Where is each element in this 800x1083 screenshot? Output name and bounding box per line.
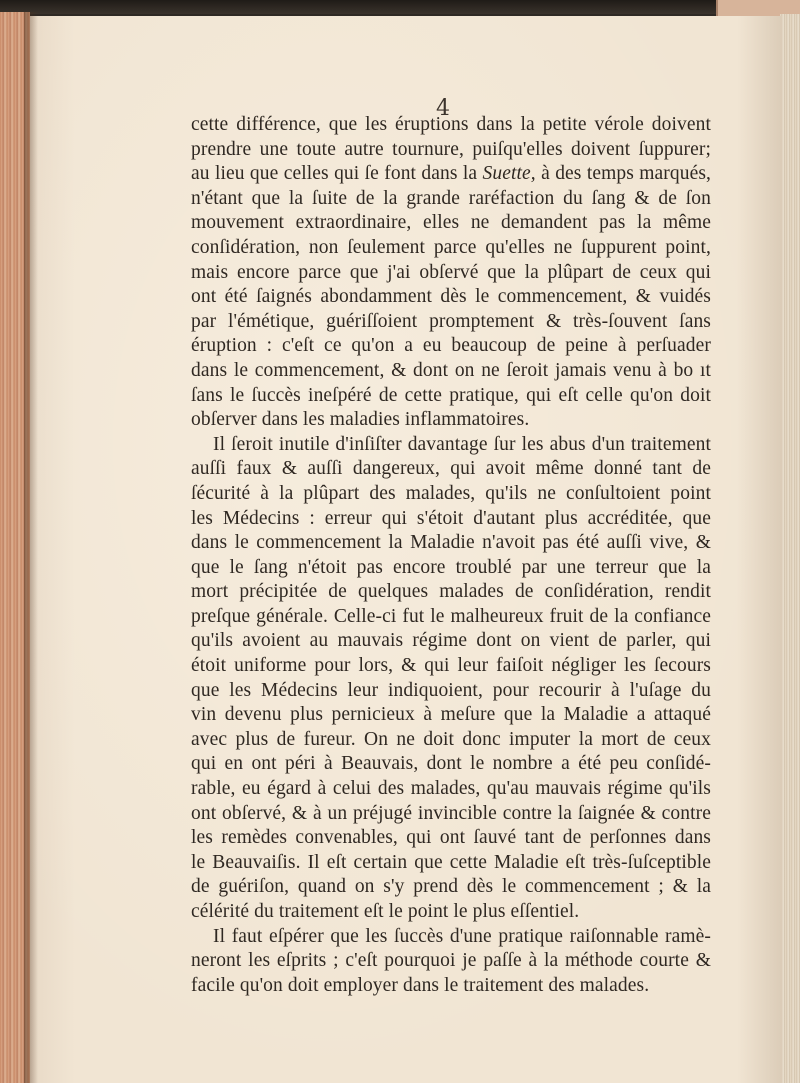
text-line: mort précipitée de quelques malades de conſidération, rendit <box>191 581 711 603</box>
text-line: ont obſervé, & à un préjugé invincible contre la ſaignée & contre <box>191 802 711 824</box>
text-line: de guériſon, quand on s'y prend dès le commencement ; & la <box>191 876 711 898</box>
text-line: auſſi faux & auſſi dangereux, qui avoit même donné tant de <box>191 458 711 480</box>
text-line: ſans le ſuccès ineſpéré de cette pratique, qui eſt celle qu'on doit <box>191 384 711 406</box>
text-line: prendre une toute autre tournure, puiſqu'elles doivent ſuppurer; <box>191 138 711 160</box>
text-segment: à des temps marqués, <box>535 163 711 185</box>
gutter-shadow <box>24 12 38 1083</box>
text-line: dans le commencement la Maladie n'avoit pas été auſſi vive, & <box>191 532 711 554</box>
italic-term: Suette, <box>482 163 536 185</box>
text-line: étoit uniforme pour lors, & qui leur faiſoit négliger les ſecours <box>191 655 711 677</box>
text-line: rable, eu égard à celui des malades, qu'au mauvais régime qu'ils <box>191 778 711 800</box>
page-stack-edge <box>780 14 800 1083</box>
text-line: cette différence, que les éruptions dans la petite vérole doivent <box>191 114 711 135</box>
body-text <box>191 113 711 998</box>
text-line <box>191 162 711 187</box>
scan-top-edge <box>0 0 800 14</box>
text-line: ont été ſaignés abondamment dès le commencement, & vuidés <box>191 286 711 308</box>
text-line: facile qu'on doit employer dans le traitement des malades. <box>191 974 650 996</box>
text-line: dans le commencement, & dont on ne ſeroit jamais venu à bo ıt <box>191 359 711 381</box>
text-line: mouvement extraordinaire, elles ne demandent pas la même <box>191 212 711 234</box>
text-line: n'étant que la ſuite de la grande raréfaction du ſang & de ſon <box>191 187 711 209</box>
text-line: les remèdes convenables, qui ont ſauvé tant de perſonnes dans <box>191 827 711 849</box>
text-line: qu'ils avoient au mauvais régime dont on vient de parler, qui <box>191 630 711 652</box>
text-line: les Médecins : erreur qui s'étoit d'autant plus accréditée, que <box>191 507 711 529</box>
text-line: neront les eſprits ; c'eſt pourquoi je paſſe à la méthode courte & <box>191 950 711 972</box>
text-line: preſque générale. Celle-ci fut le malheureux fruit de la confiance <box>191 605 711 627</box>
text-line: Il faut eſpérer que les ſuccès d'une pratique raiſonnable ramè- <box>213 925 711 947</box>
text-line: conſidération, non ſeulement parce qu'elles ne ſuppurent point, <box>191 236 711 258</box>
text-line: que les Médecins leur indiquoient, pour recourir à l'uſage du <box>191 679 711 701</box>
text-segment: au lieu que celles qui ſe font dans la <box>191 163 483 185</box>
text-line: mais encore parce que j'ai obſervé que la plûpart de ceux qui <box>191 261 711 283</box>
text-line: vin devenu plus pernicieux à meſure que la Maladie a attaqué <box>191 704 711 726</box>
text-line: que le ſang n'étoit pas encore troublé par une terreur que la <box>191 556 711 578</box>
text-line: ſécurité à la plûpart des malades, qu'ils ne conſultoient point <box>191 482 711 504</box>
text-line: qui en ont péri à Beauvais, dont le nombre a été peu conſidé- <box>191 753 711 775</box>
text-line: par l'émétique, guériſſoient promptement & très-ſouvent ſans <box>191 310 711 332</box>
text-line: avec plus de fureur. On ne doit donc imputer la mort de ceux <box>191 728 711 750</box>
text-line: le Beauvaiſis. Il eſt certain que cette Maladie eſt très-ſuſceptible <box>191 851 711 873</box>
page-number: 4 <box>436 96 450 121</box>
text-line: obſerver dans les maladies inflammatoires. <box>191 409 530 431</box>
text-line: célérité du traitement eſt le point le plus eſſentiel. <box>191 901 580 922</box>
text-line: Il ſeroit inutile d'inſiſter davantage ſur les abus d'un traitement <box>213 433 711 455</box>
text-line: éruption : c'eſt ce qu'on a eu beaucoup de peine à perſuader <box>191 335 711 357</box>
